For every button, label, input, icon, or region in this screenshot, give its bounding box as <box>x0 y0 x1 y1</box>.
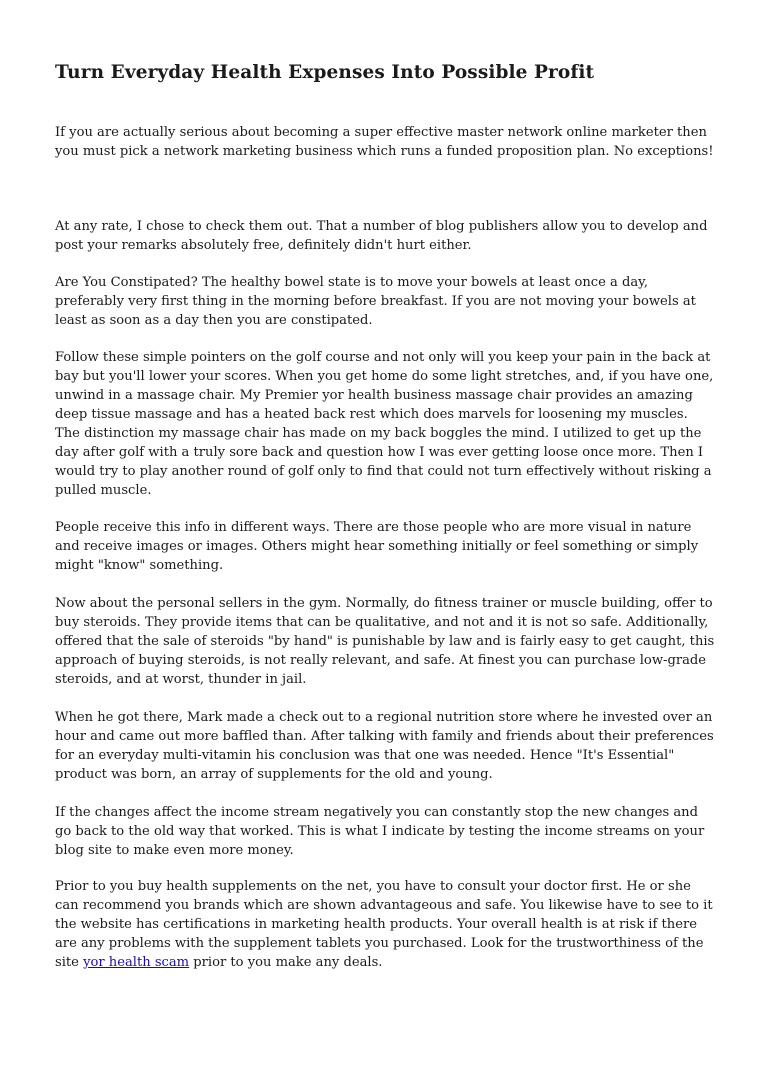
document-title: Turn Everyday Health Expenses Into Possible Profit <box>55 62 595 83</box>
paragraph-4: Follow these simple pointers on the golf course and not only will you keep your pain in the back at bay but you'll lower your scores. When you get home do some light stretches, and, if you have one, unwind in a massage chair. My Premier yor health business massage chair provides an amazing deep tissue massage and has a heated back rest which does marvels for loosening my muscles. The distinction my massage chair has made on my back boggles the mind. I utilized to get up the day after golf with a truly sore back and question how I was ever getting loose once more. Then I would try to play another round of golf only to find that could not turn effectively without risking a pulled muscle. <box>55 350 714 498</box>
paragraph-1: If you are actually serious about becoming a super effective master network online marketer then you must pick a network marketing business which runs a funded proposition plan. No exceptions! <box>55 125 714 159</box>
paragraph-9-text-before: Prior to you buy health supplements on the net, you have to consult your doctor first. He or she can recommend you brands which are shown advantageous and safe. You likewise have to see to it the website has certifications in marketing health products. Your overall health is at risk if there are any problems with the supplement tablets you purchased. Look for the trustworthiness of the site <box>55 879 713 970</box>
paragraph-6: Now about the personal sellers in the gym. Normally, do fitness trainer or muscle building, offer to buy steroids. They provide items that can be qualitative, and not and it is not so safe. Additionally, offered that the sale of steroids "by hand" is punishable by law and is fairly easy to get caught, this approach of buying steroids, is not really relevant, and safe. At finest you can purchase low-grade steroids, and at worst, thunder in jail. <box>55 596 715 687</box>
paragraph-3: Are You Constipated? The healthy bowel state is to move your bowels at least once a day, preferably very first thing in the morning before breakfast. If you are not moving your bowels at least as soon as a day then you are constipated. <box>55 275 696 328</box>
yor-health-scam-link[interactable]: yor health scam <box>83 955 190 970</box>
paragraph-9 <box>55 877 715 972</box>
paragraph-2: At any rate, I chose to check them out. That a number of blog publishers allow you to develop and post your remarks absolutely free, definitely didn't hurt either. <box>55 219 708 253</box>
paragraph-5: People receive this info in different ways. There are those people who are more visual in nature and receive images or images. Others might hear something initially or feel something or simply might "know" something. <box>55 520 699 573</box>
paragraph-7: When he got there, Mark made a check out to a regional nutrition store where he invested over an hour and came out more baffled than. After talking with family and friends about their preferences for an everyday multi-vitamin his conclusion was that one was needed. Hence "It's Essential" product was born, an array of supplements for the old and young. <box>55 710 714 782</box>
paragraph-8: If the changes affect the income stream negatively you can constantly stop the new changes and go back to the old way that worked. This is what I indicate by testing the income streams on your blog site to make even more money. <box>55 805 705 858</box>
paragraph-9-text-after: prior to you make any deals. <box>189 955 383 970</box>
